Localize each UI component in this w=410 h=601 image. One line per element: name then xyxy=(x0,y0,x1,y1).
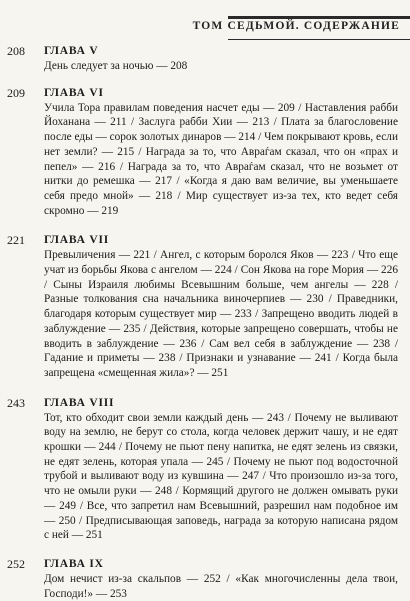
chapter-entry xyxy=(0,44,410,74)
chapter-label: ГЛАВА IX xyxy=(44,557,104,570)
chapter-contents: День следует за ночью — 208 xyxy=(44,60,188,72)
running-header xyxy=(192,16,410,40)
chapter-page-number: 221 xyxy=(7,233,25,248)
chapter-contents: Тот, кто обходит свои земли каждый день — 243 / Почему не выливают воду на землю, не берут со стола, когда человек держит чашу, и не едят крошки — 244 / Почему не пьют пену напитка, не едят зелень из связки, не едят зелень, которая упала — 245 / Почему не пьют под водосточной трубой и выливают воду из кувшина — 247 / Что произошло из-за того, что не омыли руки — 248 / Кормящий другого не должен омывать руки — 249 / Все, что запретил нам Всевышний, разрешил нам подобное им — 250 / Предписывающая заповедь, награда за которую написана рядом с ней — 251 xyxy=(44,411,398,542)
chapter-page-number: 208 xyxy=(7,44,25,58)
chapter-label: ГЛАВА VII xyxy=(44,234,110,247)
header-title: ТОМ СЕДЬМОЙ. СОДЕРЖАНИЕ xyxy=(192,20,400,32)
chapter-page-number: 243 xyxy=(7,395,25,410)
table-of-contents xyxy=(0,44,410,601)
chapter-entry xyxy=(0,86,410,219)
chapter-contents: Превыличения — 221 / Ангел, с которым боролся Яков — 223 / Что еще учат из борьбы Якова с ангелом — 224 / Сон Якова на горе Мория — 226 / Сыны Израиля любимы Всевышним больше, чем ангелы — 228 / Разные толкования сна начальника виночерпиев — 230 / Праведники, благодаря которым существует мир — 233 / Запрещено вводить людей в заблуждение — 235 / Действия, которые запрещено совершать, чтобы не вводить в заблуждение — 236 / Сам вел себя в заблуждение — 238 / Гадание и приметы — 238 / Признаки и узнавание — 241 / Когда была запрещена «смещенная жила»? — 251 xyxy=(44,249,398,379)
chapter-entry xyxy=(0,396,410,543)
chapter-label: ГЛАВА VI xyxy=(44,86,104,99)
chapter-contents: Дом нечист из-за скальпов — 252 / «Как многочисленны дела твои, Господи!» — 253 xyxy=(44,572,398,600)
chapter-entry xyxy=(0,233,410,380)
chapter-page-number: 209 xyxy=(7,85,25,100)
chapter-entry xyxy=(0,557,410,601)
chapter-page-number: 252 xyxy=(7,556,25,571)
chapter-label: ГЛАВА VIII xyxy=(44,396,115,409)
chapter-contents: Учила Тора правилам поведения насчет еды — 209 / Наставления рабби Йоханана — 211 / Заслуга рабби Хии — 213 / Плата за благословение после еды — сорок золотых динаров — 214 / Чем покрывают кровь, если нет земли? — 215 / Награда за то, что Авраѓам сказал, что он «прах и пепел» — 216 / Награда за то, что Авраѓам сказал, что не возьмет от нитки до ремешка — 217 / «Когда я даю вам величие, вы уменьшаете себя предо мной» — 218 / Мир существует из-за тех, кто ведет себя скромно — 219 xyxy=(44,101,398,217)
chapter-label: ГЛАВА V xyxy=(44,45,99,57)
